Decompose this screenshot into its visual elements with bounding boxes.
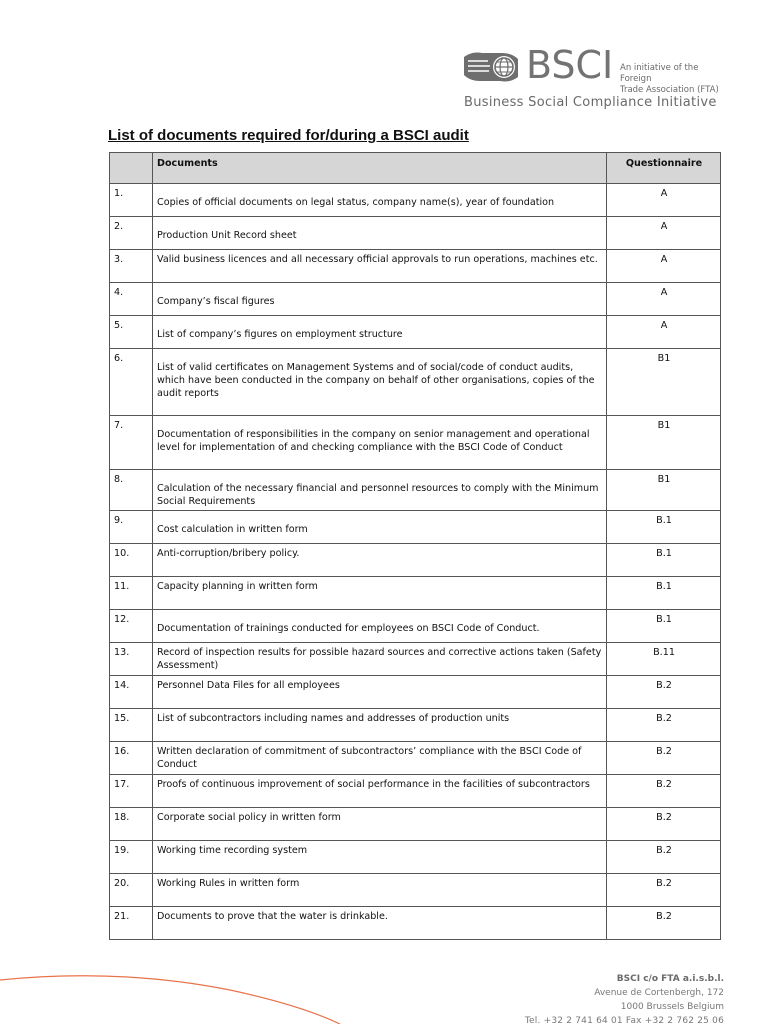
document-text: Written declaration of commitment of subcontractors’ compliance with the BSCI Code of Conduct (157, 746, 582, 770)
handshake-globe-icon (462, 47, 522, 87)
row-number: 1. (110, 184, 153, 217)
row-number: 18. (110, 808, 153, 841)
documents-table (109, 152, 721, 940)
row-questionnaire: A (607, 283, 721, 316)
table-row (110, 874, 721, 907)
row-document (153, 470, 607, 511)
row-document (153, 841, 607, 874)
header-documents: Documents (153, 153, 607, 184)
row-document (153, 250, 607, 283)
row-number: 9. (110, 511, 153, 544)
row-number: 8. (110, 470, 153, 511)
row-document (153, 349, 607, 416)
row-number: 7. (110, 416, 153, 470)
row-questionnaire: A (607, 184, 721, 217)
document-text: Record of inspection results for possible hazard sources and corrective actions taken (Safety Assessment) (157, 647, 602, 671)
header-questionnaire: Questionnaire (607, 153, 721, 184)
header-number (110, 153, 153, 184)
table-row (110, 416, 721, 470)
row-document (153, 283, 607, 316)
table-row (110, 349, 721, 416)
logo-tagline: Business Social Compliance Initiative (464, 95, 717, 110)
table-row (110, 316, 721, 349)
table-row (110, 775, 721, 808)
row-document (153, 577, 607, 610)
row-document (153, 907, 607, 940)
row-questionnaire: B.1 (607, 577, 721, 610)
row-number: 6. (110, 349, 153, 416)
row-document (153, 775, 607, 808)
bsci-logo (462, 40, 732, 115)
document-text: Documentation of responsibilities in the company on senior management and operational level for implementation of and checking compliance with the BSCI Code of Conduct (157, 429, 590, 453)
row-document (153, 874, 607, 907)
row-document (153, 808, 607, 841)
row-questionnaire: A (607, 217, 721, 250)
table-row (110, 511, 721, 544)
row-document (153, 709, 607, 742)
row-number: 19. (110, 841, 153, 874)
row-document (153, 643, 607, 676)
initiative-line-2: Trade Association (FTA) (620, 85, 719, 95)
document-text: Calculation of the necessary financial and personnel resources to comply with the Minimum Social Requirements (157, 483, 599, 507)
row-number: 15. (110, 709, 153, 742)
row-document (153, 316, 607, 349)
row-number: 11. (110, 577, 153, 610)
table-row (110, 544, 721, 577)
table-row (110, 283, 721, 316)
document-text: Documentation of trainings conducted for employees on BSCI Code of Conduct. (157, 623, 540, 634)
logo-wordmark: BSCI (526, 43, 614, 87)
row-number: 3. (110, 250, 153, 283)
document-text: Valid business licences and all necessary official approvals to run operations, machines etc. (157, 254, 598, 265)
row-questionnaire: A (607, 250, 721, 283)
table-row (110, 577, 721, 610)
document-text: Documents to prove that the water is drinkable. (157, 911, 388, 922)
row-document (153, 676, 607, 709)
initiative-line-1: An initiative of the Foreign (620, 63, 699, 84)
row-number: 12. (110, 610, 153, 643)
row-document (153, 217, 607, 250)
document-text: Copies of official documents on legal status, company name(s), year of foundation (157, 197, 555, 208)
document-text: Personnel Data Files for all employees (157, 680, 340, 691)
document-text: Proofs of continuous improvement of social performance in the facilities of subcontractors (157, 779, 590, 790)
document-text: List of subcontractors including names and addresses of production units (157, 713, 510, 724)
row-questionnaire: B.2 (607, 742, 721, 775)
table-row (110, 470, 721, 511)
table-row (110, 184, 721, 217)
table-header-row (110, 153, 721, 184)
document-text: List of valid certificates on Management Systems and of social/code of conduct audits, which have been conducted in the company on behalf of other organisations, copies of the audit reports (157, 362, 595, 399)
footer-street: Avenue de Cortenbergh, 172 (594, 988, 724, 998)
row-number: 2. (110, 217, 153, 250)
table-row (110, 841, 721, 874)
document-text: Production Unit Record sheet (157, 230, 297, 241)
row-number: 17. (110, 775, 153, 808)
document-text: Anti-corruption/bribery policy. (157, 548, 300, 559)
row-questionnaire: B.1 (607, 610, 721, 643)
table-row (110, 610, 721, 643)
row-questionnaire: B.2 (607, 907, 721, 940)
table-row (110, 676, 721, 709)
row-number: 5. (110, 316, 153, 349)
document-text: Cost calculation in written form (157, 524, 308, 535)
row-questionnaire: B.1 (607, 511, 721, 544)
table-row (110, 808, 721, 841)
row-number: 14. (110, 676, 153, 709)
row-questionnaire: B.1 (607, 544, 721, 577)
document-text: Corporate social policy in written form (157, 812, 341, 823)
row-questionnaire: B.11 (607, 643, 721, 676)
row-questionnaire: B.2 (607, 874, 721, 907)
row-document (153, 511, 607, 544)
document-text: Working time recording system (157, 845, 308, 856)
document-text: Working Rules in written form (157, 878, 300, 889)
row-questionnaire: B.2 (607, 709, 721, 742)
row-number: 20. (110, 874, 153, 907)
table-row (110, 709, 721, 742)
row-document (153, 742, 607, 775)
table-row (110, 742, 721, 775)
row-questionnaire: B.2 (607, 808, 721, 841)
row-questionnaire: B.2 (607, 676, 721, 709)
row-number: 16. (110, 742, 153, 775)
document-text: List of company’s figures on employment structure (157, 329, 403, 340)
row-questionnaire: A (607, 316, 721, 349)
footer-org: BSCI c/o FTA a.i.s.b.l. (616, 974, 724, 984)
row-document (153, 184, 607, 217)
document-text: Company’s fiscal figures (157, 296, 275, 307)
footer-address (525, 972, 724, 1024)
table-row (110, 643, 721, 676)
table-row (110, 217, 721, 250)
row-number: 10. (110, 544, 153, 577)
row-questionnaire: B1 (607, 470, 721, 511)
row-document (153, 610, 607, 643)
row-number: 21. (110, 907, 153, 940)
row-document (153, 544, 607, 577)
footer-city: 1000 Brussels Belgium (620, 1002, 724, 1012)
row-questionnaire: B.2 (607, 841, 721, 874)
footer-phones: Tel. +32 2 741 64 01 Fax +32 2 762 25 06 (524, 1016, 724, 1024)
document-text: Capacity planning in written form (157, 581, 318, 592)
row-number: 13. (110, 643, 153, 676)
row-number: 4. (110, 283, 153, 316)
row-questionnaire: B1 (607, 349, 721, 416)
row-questionnaire: B1 (607, 416, 721, 470)
row-questionnaire: B.2 (607, 775, 721, 808)
logo-initiative-text (620, 63, 732, 96)
table-row (110, 250, 721, 283)
page-title: List of documents required for/during a BSCI audit (108, 127, 469, 144)
row-document (153, 416, 607, 470)
table-row (110, 907, 721, 940)
